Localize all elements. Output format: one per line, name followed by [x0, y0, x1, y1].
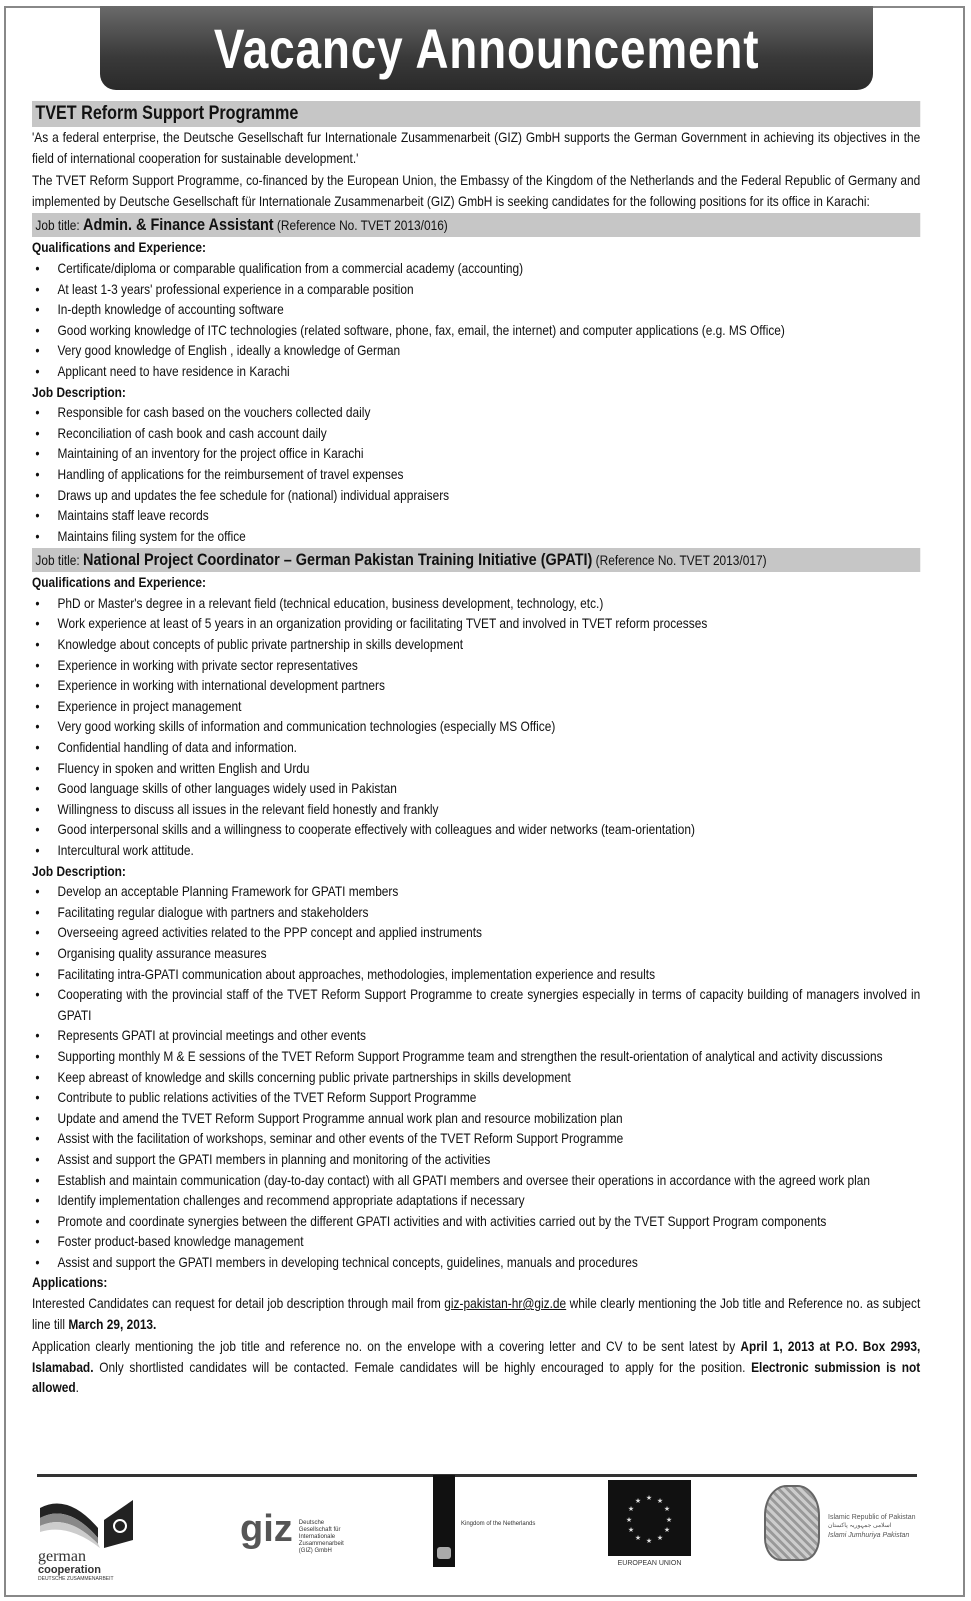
job-title: National Project Coordinator – German Pakistan Training Initiative (GPATI): [83, 550, 593, 570]
qualifications-heading: Qualifications and Experience:: [32, 239, 206, 256]
qualification-item: • Knowledge about concepts of public private partnership in skills development: [32, 634, 920, 655]
qualification-item: • Willingness to discuss all issues in the relevant field honestly and frankly: [32, 799, 920, 820]
job-reference: (Reference No. TVET 2013/017): [592, 552, 767, 569]
logo-text: DEUTSCHE ZUSAMMENARBEIT: [38, 1576, 114, 1582]
qualification-item: • Experience in working with private sector representatives: [32, 655, 920, 676]
logo-text: german: [38, 1548, 86, 1565]
job-reference: (Reference No. TVET 2013/016): [273, 217, 448, 234]
electronic-note: Electronic submission is not allowed: [32, 1358, 921, 1396]
job-title-prefix: Job title:: [35, 552, 84, 569]
duty-item: • Draws up and updates the fee schedule for (national) individual appraisers: [32, 485, 920, 506]
email-link[interactable]: giz-pakistan-hr@giz.de: [444, 1295, 567, 1312]
description-heading: Job Description:: [32, 383, 126, 400]
text: while clearly mentioning the Job title and Reference no. as subject line till: [32, 1295, 921, 1332]
qualification-item: • Good language skills of other languages widely used in Pakistan: [32, 778, 920, 799]
text: Only shortlisted candidates will be contacted. Female candidates will be highly encouraged to apply for the position.: [93, 1358, 752, 1375]
intro-paragraph: 'As a federal enterprise, the Deutsche Gesellschaft fur Internationale Zusammenarbeit (GIZ) GmbH supports the German Government in achieving its objectives in the field of international cooperation for sustainable development.': [32, 129, 921, 166]
qualification-item: • Good interpersonal skills and a willingness to cooperate effectively with colleagues and wider networks (team-orientation): [32, 819, 920, 840]
flag-ribbon-icon: [38, 1498, 138, 1548]
svg-text:★: ★: [665, 1517, 673, 1524]
svg-text:★: ★: [663, 1506, 671, 1513]
duty-item: • Assist and support the GPATI members in developing technical concepts, guidelines, manuals and procedures: [32, 1252, 920, 1273]
description-heading: Job Description:: [32, 862, 126, 879]
svg-text:★: ★: [627, 1506, 635, 1513]
svg-text:★: ★: [645, 1495, 653, 1502]
intro-paragraph: The TVET Reform Support Programme, co-financed by the European Union, the Embassy of the Kingdom of the Netherlands and the Federal Republic of Germany and implemented by Deutsche Gesellschaft für Internationale Zusammenarbeit (GIZ) GmbH is seeking candidates for the following positions for its office in Karachi:: [32, 172, 921, 209]
qualifications-heading: Qualifications and Experience:: [32, 574, 206, 591]
qualification-item: • Confidential handling of data and information.: [32, 737, 920, 758]
qualification-item: • Intercultural work attitude.: [32, 840, 920, 861]
qualification-item: • Good working knowledge of ITC technologies (related software, phone, fax, email, the internet) and computer applications (e.g. MS Office): [32, 320, 920, 341]
applications-paragraph: [32, 1336, 920, 1398]
duty-item: • Assist with the facilitation of workshops, seminar and other events of the TVET Reform Support Programme: [32, 1128, 920, 1149]
logo-text: Kingdom of the Netherlands: [461, 1521, 536, 1527]
svg-text:★: ★: [663, 1527, 671, 1534]
description-list: [32, 402, 920, 546]
description-list: [32, 881, 920, 1272]
duty-item: • Reconciliation of cash book and cash account daily: [32, 423, 920, 444]
text: Interested Candidates can request for detail job description through mail from: [32, 1295, 445, 1312]
duty-item: • Cooperating with the provincial staff of the TVET Reform Support Programme to create synergies especially in terms of capacity building of managers involved in GPATI: [32, 984, 920, 1025]
duty-item: • Maintains filing system for the office: [32, 526, 920, 547]
sponsor-logos: [0, 1490, 971, 1590]
applications-heading: Applications:: [32, 1274, 108, 1291]
duty-item: • Keep abreast of knowledge and skills concerning public private partnerships in skills development: [32, 1067, 920, 1088]
duty-item: • Update and amend the TVET Reform Support Programme annual work plan and resource mobilization plan: [32, 1108, 920, 1129]
crest-icon: [433, 1475, 455, 1567]
eu-flag-icon: [608, 1480, 691, 1556]
text: .: [75, 1379, 79, 1396]
svg-text:★: ★: [656, 1498, 664, 1505]
qualifications-list: [32, 258, 920, 382]
qualification-item: • Applicant need to have residence in Karachi: [32, 361, 920, 382]
duty-item: • Assist and support the GPATI members in planning and monitoring of the activities: [32, 1149, 920, 1170]
page-title: Vacancy Announcement: [213, 16, 760, 80]
qualification-item: • Experience in working with international development partners: [32, 675, 920, 696]
deadline: March 29, 2013.: [68, 1315, 157, 1332]
duty-item: • Maintaining of an inventory for the project office in Karachi: [32, 443, 920, 464]
text: Application clearly mentioning the job title and reference no. on the envelope with a covering letter and CV to be sent latest by: [32, 1338, 741, 1355]
eu-logo: [608, 1480, 691, 1567]
duty-item: • Establish and maintain communication (day-to-day contact) with all GPATI members and oversee their operations in accordance with the agreed work plan: [32, 1170, 920, 1191]
qualification-item: • Very good knowledge of English , ideally a knowledge of German: [32, 340, 920, 361]
duty-item: • Organising quality assurance measures: [32, 943, 920, 964]
duty-item: • Handling of applications for the reimbursement of travel expenses: [32, 464, 920, 485]
svg-text:★: ★: [645, 1538, 653, 1545]
logo-text: Islami Jumhuriya Pakistan: [828, 1532, 910, 1539]
duty-item: • Contribute to public relations activities of the TVET Reform Support Programme: [32, 1087, 920, 1108]
qualification-item: • Work experience at least of 5 years in an organization providing or facilitating TVET and involved in TVET reform processes: [32, 613, 920, 634]
qualification-item: • Very good working skills of information and communication technologies (especially MS Office): [32, 716, 920, 737]
duty-item: • Facilitating intra-GPATI communication about approaches, methodologies, implementation experience and results: [32, 964, 920, 985]
announcement-body: [32, 101, 920, 1398]
duty-item: • Supporting monthly M & E sessions of the TVET Reform Support Programme team and strengthen the result-orientation of analytical and activity discussions: [32, 1046, 920, 1067]
logo-text: Islamic Republic of Pakistan: [828, 1514, 916, 1521]
duty-item: • Develop an acceptable Planning Framework for GPATI members: [32, 881, 920, 902]
duty-item: • Promote and coordinate synergies between the different GPATI activities and with activities carried out by the TVET Support Program components: [32, 1211, 920, 1232]
state-emblem-icon: [764, 1485, 820, 1561]
svg-text:★: ★: [656, 1535, 664, 1542]
programme-heading: TVET Reform Support Programme: [32, 101, 920, 127]
svg-text:★: ★: [627, 1527, 635, 1534]
title-banner: [100, 6, 873, 90]
qualification-item: • In-depth knowledge of accounting software: [32, 299, 920, 320]
duty-item: • Responsible for cash based on the vouchers collected daily: [32, 402, 920, 423]
duty-item: • Represents GPATI at provincial meetings and other events: [32, 1025, 920, 1046]
job-title-bar: [32, 213, 920, 237]
address: April 1, 2013 at P.O. Box 2993, Islamabad.: [32, 1338, 921, 1375]
job-title-bar: [32, 548, 920, 572]
qualifications-list: [32, 593, 920, 861]
duty-item: • Maintains staff leave records: [32, 505, 920, 526]
qualification-item: • Fluency in spoken and written English and Urdu: [32, 758, 920, 779]
logo-text: اسلامی جمہوریہ پاکستان: [828, 1523, 892, 1529]
svg-text:★: ★: [634, 1535, 642, 1542]
job-title: Admin. & Finance Assistant: [83, 215, 274, 235]
qualification-item: • Certificate/diploma or comparable qualification from a commercial academy (accounting): [32, 258, 920, 279]
german-cooperation-logo: [38, 1498, 158, 1582]
logo-text: Deutsche Gesellschaft für Internationale Zusammenarbeit (GIZ) GmbH: [298, 1520, 344, 1554]
svg-text:★: ★: [625, 1517, 633, 1524]
job-title-prefix: Job title:: [35, 217, 84, 234]
duty-item: • Identify implementation challenges and recommend appropriate adaptations if necessary: [32, 1190, 920, 1211]
logo-text: cooperation: [38, 1564, 101, 1576]
qualification-item: • PhD or Master's degree in a relevant field (technical education, business development, technology, etc.): [32, 593, 920, 614]
duty-item: • Overseeing agreed activities related to the PPP concept and applied instruments: [32, 922, 920, 943]
giz-mark: giz: [240, 1508, 293, 1550]
qualification-item: • Experience in project management: [32, 696, 920, 717]
logo-text: EUROPEAN UNION: [617, 1560, 682, 1567]
qualification-item: • At least 1-3 years' professional experience in a comparable position: [32, 279, 920, 300]
giz-logo: [240, 1508, 359, 1555]
svg-text:★: ★: [634, 1498, 642, 1505]
pakistan-logo: [764, 1485, 916, 1561]
duty-item: • Facilitating regular dialogue with partners and stakeholders: [32, 902, 920, 923]
duty-item: • Foster product-based knowledge management: [32, 1231, 920, 1252]
applications-paragraph: [32, 1293, 920, 1334]
netherlands-logo: [433, 1475, 535, 1567]
